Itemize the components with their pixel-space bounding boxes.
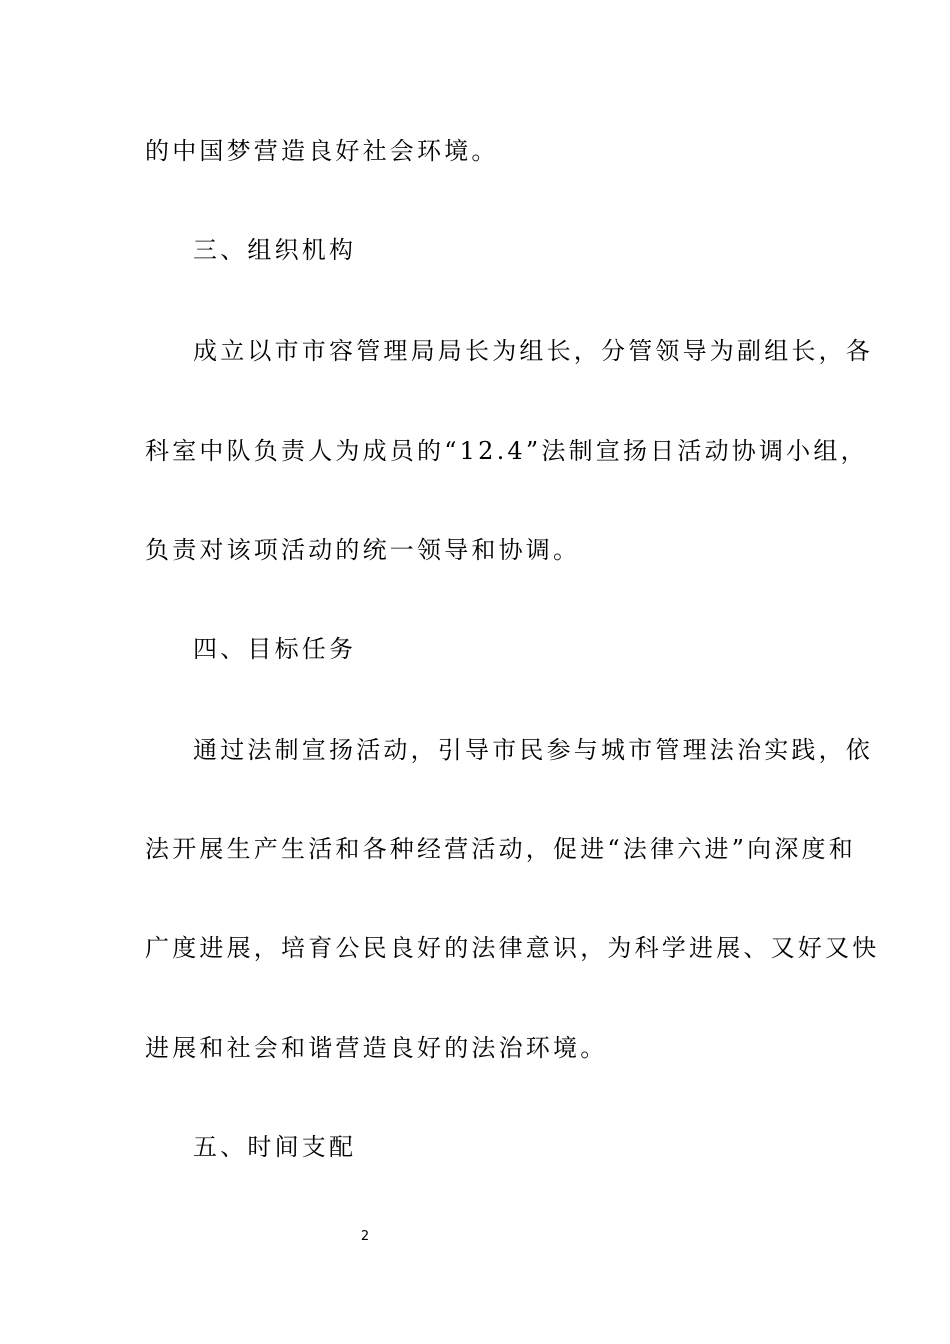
paragraph-line: 广度进展，培育公民良好的法律意识，为科学进展、又好又快 [145,934,880,962]
section-heading-schedule: 五、时间支配 [193,1133,357,1161]
paragraph-line: 负责对该项活动的统一领导和协调。 [145,536,581,564]
section-heading-organization: 三、组织机构 [193,236,357,264]
paragraph-line: 成立以市市容管理局局长为组长，分管领导为副组长，各 [193,337,873,365]
paragraph-line: 科室中队负责人为成员的“12.4”法制宣扬日活动协调小组， [145,437,868,465]
paragraph-line: 的中国梦营造良好社会环境。 [145,137,499,165]
page-number: 2 [360,1229,370,1244]
paragraph-line: 法开展生产生活和各种经营活动，促进“法律六进”向深度和 [145,835,856,863]
section-heading-goals: 四、目标任务 [193,635,357,663]
paragraph-line: 进展和社会和谐营造良好的法治环境。 [145,1034,608,1062]
paragraph-line: 通过法制宣扬活动，引导市民参与城市管理法治实践，依 [193,736,873,764]
